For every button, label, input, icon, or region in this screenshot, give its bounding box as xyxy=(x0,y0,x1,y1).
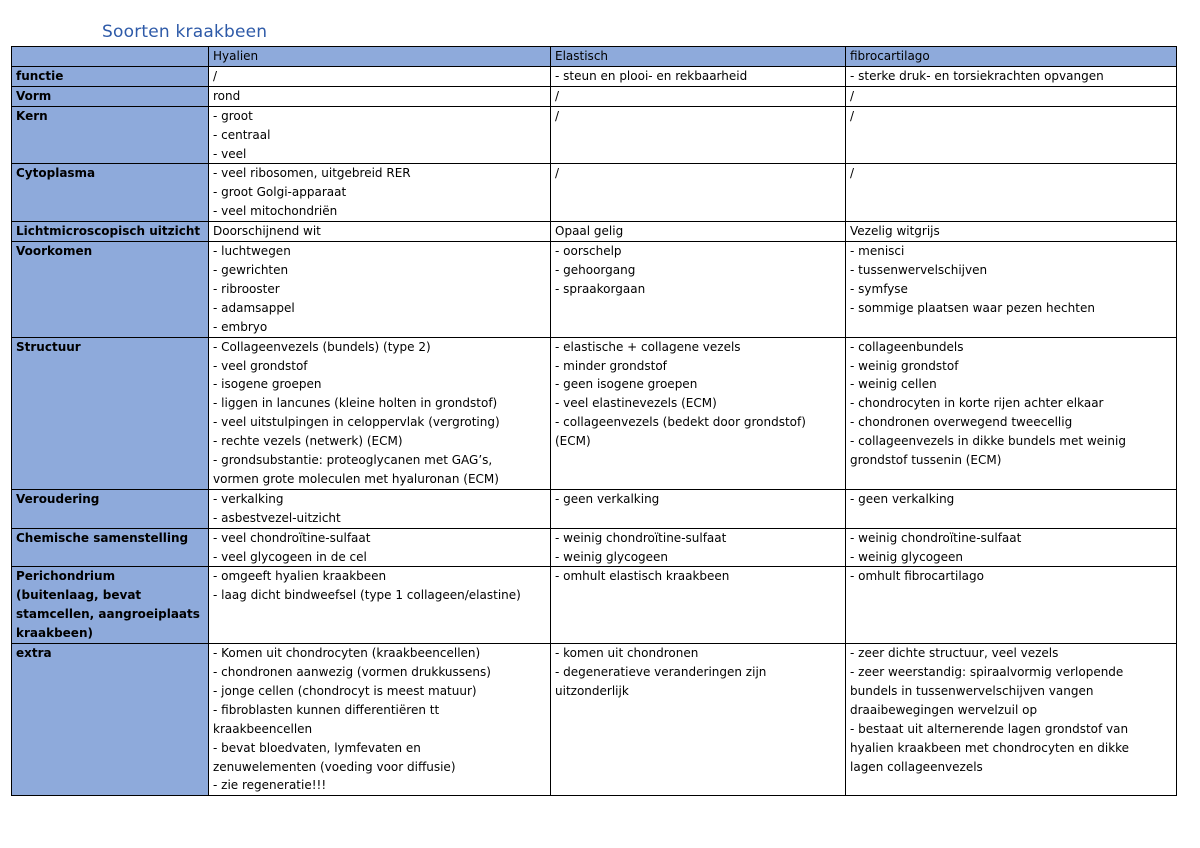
cell-fibrocartilago xyxy=(846,86,1177,106)
row-header xyxy=(12,567,209,644)
cell-line: - jonge cellen (chondrocyt is meest matuur) xyxy=(213,683,477,698)
cell-fibrocartilago xyxy=(846,644,1177,796)
cell-line: - weinig glycogeen xyxy=(850,549,964,564)
cell-line: - tussenwervelschijven xyxy=(850,262,988,277)
row-header xyxy=(12,337,209,489)
cell-elastisch xyxy=(551,242,846,338)
cell-line: - minder grondstof xyxy=(555,358,667,373)
cell-line: - zeer dichte structuur, veel vezels xyxy=(850,646,1059,661)
cell-elastisch xyxy=(551,106,846,164)
cell-line: - liggen in lancunes (kleine holten in grondstof) xyxy=(213,396,498,411)
cell-line: (ECM) xyxy=(555,434,591,449)
cell-fibrocartilago xyxy=(846,528,1177,567)
header-cell-elastisch: Elastisch xyxy=(551,47,846,67)
cell-line: hyalien kraakbeen met chondrocyten en dikke xyxy=(850,740,1130,755)
cell-line: vormen grote moleculen met hyaluronan (ECM) xyxy=(213,471,499,486)
cell-line: - groot Golgi-apparaat xyxy=(213,185,347,200)
table-row xyxy=(12,567,1177,644)
cell-line: - Collageenvezels (bundels) (type 2) xyxy=(213,339,431,354)
cell-line: - weinig chondroïtine-sulfaat xyxy=(555,530,727,545)
cell-line: - sterke druk- en torsiekrachten opvangen xyxy=(850,68,1104,83)
row-header xyxy=(12,489,209,528)
cell-line: - centraal xyxy=(213,127,271,142)
cell-hyalien xyxy=(209,567,551,644)
cell-elastisch xyxy=(551,86,846,106)
cell-line: - geen verkalking xyxy=(555,491,660,506)
row-header-label: Voorkomen xyxy=(16,244,93,259)
cell-elastisch xyxy=(551,337,846,489)
cell-line: - groot xyxy=(213,108,253,123)
cell-hyalien xyxy=(209,528,551,567)
row-header xyxy=(12,86,209,106)
cell-line: - veel xyxy=(213,146,247,161)
table-row xyxy=(12,644,1177,796)
cell-elastisch xyxy=(551,489,846,528)
cartilage-comparison-table xyxy=(11,46,1177,796)
table-row xyxy=(12,337,1177,489)
cell-line: - chondronen aanwezig (vormen drukkussens) xyxy=(213,665,491,679)
row-header xyxy=(12,242,209,338)
cell-elastisch xyxy=(551,222,846,242)
cell-fibrocartilago xyxy=(846,337,1177,489)
cell-line: kraakbeencellen xyxy=(213,721,313,736)
table-row xyxy=(12,528,1177,567)
cell-hyalien xyxy=(209,86,551,106)
cell-line: - chondronen overwegend tweecellig xyxy=(850,415,1073,430)
cell-line: Opaal gelig xyxy=(555,224,624,239)
row-header xyxy=(12,66,209,86)
cell-line: Vezelig witgrijs xyxy=(850,224,940,239)
cell-line: draaibewegingen wervelzuil op xyxy=(850,702,1038,717)
header-cell-empty xyxy=(12,47,209,67)
cell-elastisch xyxy=(551,644,846,796)
cell-line: - embryo xyxy=(213,319,268,334)
cell-line: - veel chondroïtine-sulfaat xyxy=(213,530,371,545)
cell-line: - luchtwegen xyxy=(213,244,291,259)
cell-line: - geen verkalking xyxy=(850,491,955,506)
cell-line: - weinig grondstof xyxy=(850,358,959,373)
row-header-line: (buitenlaag, bevat xyxy=(16,588,142,603)
row-header-line: stamcellen, aangroeiplaats xyxy=(16,607,200,622)
cell-line: - weinig glycogeen xyxy=(555,549,669,564)
cell-line: - weinig chondroïtine-sulfaat xyxy=(850,530,1022,545)
cell-line: - degeneratieve veranderingen zijn xyxy=(555,665,767,679)
row-header xyxy=(12,106,209,164)
cell-line: - veel glycogeen in de cel xyxy=(213,549,367,564)
cell-line: - ribrooster xyxy=(213,281,280,296)
cell-hyalien xyxy=(209,242,551,338)
row-header-label: functie xyxy=(16,68,64,83)
row-header-label: Cytoplasma xyxy=(16,166,96,181)
table-row xyxy=(12,86,1177,106)
cell-line: Doorschijnend wit xyxy=(213,224,321,239)
cell-line: - verkalking xyxy=(213,491,284,506)
header-cell-hyalien: Hyalien xyxy=(209,47,551,67)
cell-line: / xyxy=(850,108,855,123)
row-header-label: Structuur xyxy=(16,339,81,354)
cell-hyalien xyxy=(209,66,551,86)
cell-line: - grondsubstantie: proteoglycanen met GAG’s, xyxy=(213,453,493,468)
row-header-label: Vorm xyxy=(16,88,52,103)
cell-line: - asbestvezel-uitzicht xyxy=(213,510,341,525)
cell-elastisch xyxy=(551,528,846,567)
row-header-label: Veroudering xyxy=(16,491,100,506)
cell-hyalien xyxy=(209,337,551,489)
row-header-label: Kern xyxy=(16,108,48,123)
cell-line: - komen uit chondronen xyxy=(555,646,699,661)
cell-line: - isogene groepen xyxy=(213,377,322,392)
table-header-row xyxy=(12,47,1177,67)
cell-line: - elastische + collagene vezels xyxy=(555,339,741,354)
cell-fibrocartilago xyxy=(846,242,1177,338)
cell-line: - fibroblasten kunnen differentiëren tt xyxy=(213,702,440,717)
cell-line: - veel uitstulpingen in celoppervlak (vergroting) xyxy=(213,415,500,430)
cell-line: - omhult fibrocartilago xyxy=(850,569,984,584)
cell-hyalien xyxy=(209,489,551,528)
cell-line: / xyxy=(555,88,560,103)
cell-line: - adamsappel xyxy=(213,300,295,315)
cell-hyalien xyxy=(209,164,551,222)
cell-line: / xyxy=(555,166,560,181)
document-title: Soorten kraakbeen xyxy=(102,22,268,42)
cell-fibrocartilago xyxy=(846,106,1177,164)
cell-line: - gewrichten xyxy=(213,262,289,277)
cell-line: - steun en plooi- en rekbaarheid xyxy=(555,68,748,83)
cell-line: - sommige plaatsen waar pezen hechten xyxy=(850,300,1095,315)
cell-line: - spraakorgaan xyxy=(555,281,646,296)
cell-line: - geen isogene groepen xyxy=(555,377,698,392)
cell-line: - veel ribosomen, uitgebreid RER xyxy=(213,166,411,181)
cell-elastisch xyxy=(551,164,846,222)
row-header xyxy=(12,222,209,242)
table-row xyxy=(12,66,1177,86)
cell-fibrocartilago xyxy=(846,164,1177,222)
table-row xyxy=(12,106,1177,164)
cell-fibrocartilago xyxy=(846,66,1177,86)
cell-line: - symfyse xyxy=(850,281,908,296)
row-header-label: Lichtmicroscopisch uitzicht xyxy=(16,224,201,239)
cell-hyalien xyxy=(209,644,551,796)
row-header-label: extra xyxy=(16,646,52,661)
table-row xyxy=(12,242,1177,338)
cell-hyalien xyxy=(209,106,551,164)
cell-line: lagen collageenvezels xyxy=(850,759,983,774)
cell-line: zenuwelementen (voeding voor diffusie) xyxy=(213,759,456,774)
cell-line: - veel grondstof xyxy=(213,358,308,373)
cell-line: grondstof tussenin (ECM) xyxy=(850,453,1002,468)
cell-line: / xyxy=(850,166,855,181)
cell-line: - rechte vezels (netwerk) (ECM) xyxy=(213,434,403,449)
cell-line: - bestaat uit alternerende lagen grondstof van xyxy=(850,721,1129,736)
cell-line: / xyxy=(850,88,855,103)
cell-line: rond xyxy=(213,88,241,103)
cell-fibrocartilago xyxy=(846,222,1177,242)
cell-line: - laag dicht bindweefsel (type 1 collageen/elastine) xyxy=(213,588,521,603)
cell-elastisch xyxy=(551,567,846,644)
row-header-line: Perichondrium xyxy=(16,569,116,584)
row-header xyxy=(12,644,209,796)
cell-fibrocartilago xyxy=(846,567,1177,644)
cell-line: - gehoorgang xyxy=(555,262,636,277)
cell-line: - collageenvezels (bedekt door grondstof) xyxy=(555,415,806,430)
cell-hyalien xyxy=(209,222,551,242)
cell-line: - omgeeft hyalien kraakbeen xyxy=(213,569,387,584)
row-header xyxy=(12,528,209,567)
cell-line: - omhult elastisch kraakbeen xyxy=(555,569,730,584)
header-cell-fibrocartilago: fibrocartilago xyxy=(846,47,1177,67)
row-header xyxy=(12,164,209,222)
table-row xyxy=(12,164,1177,222)
cell-line: / xyxy=(213,68,218,83)
row-header-line: kraakbeen) xyxy=(16,626,93,641)
cell-line: - oorschelp xyxy=(555,244,622,259)
cell-line: - chondrocyten in korte rijen achter elkaar xyxy=(850,396,1104,411)
cell-fibrocartilago xyxy=(846,489,1177,528)
cell-line: uitzonderlijk xyxy=(555,683,629,698)
cell-line: / xyxy=(555,108,560,123)
cell-line: - collageenvezels in dikke bundels met weinig xyxy=(850,434,1126,449)
cell-line: - Komen uit chondrocyten (kraakbeencellen) xyxy=(213,646,481,661)
table-row xyxy=(12,222,1177,242)
cell-elastisch xyxy=(551,66,846,86)
cell-line: - menisci xyxy=(850,244,905,259)
table-row xyxy=(12,489,1177,528)
cell-line: - bevat bloedvaten, lymfevaten en xyxy=(213,740,421,755)
row-header-label: Chemische samenstelling xyxy=(16,530,189,545)
cell-line: - zeer weerstandig: spiraalvormig verlopende xyxy=(850,665,1124,679)
cell-line: - veel mitochondriën xyxy=(213,204,338,219)
cell-line: - collageenbundels xyxy=(850,339,964,354)
cell-line: - weinig cellen xyxy=(850,377,937,392)
cell-line: - zie regeneratie!!! xyxy=(213,778,327,793)
cell-line: bundels in tussenwervelschijven vangen xyxy=(850,683,1094,698)
cell-line: - veel elastinevezels (ECM) xyxy=(555,396,717,411)
